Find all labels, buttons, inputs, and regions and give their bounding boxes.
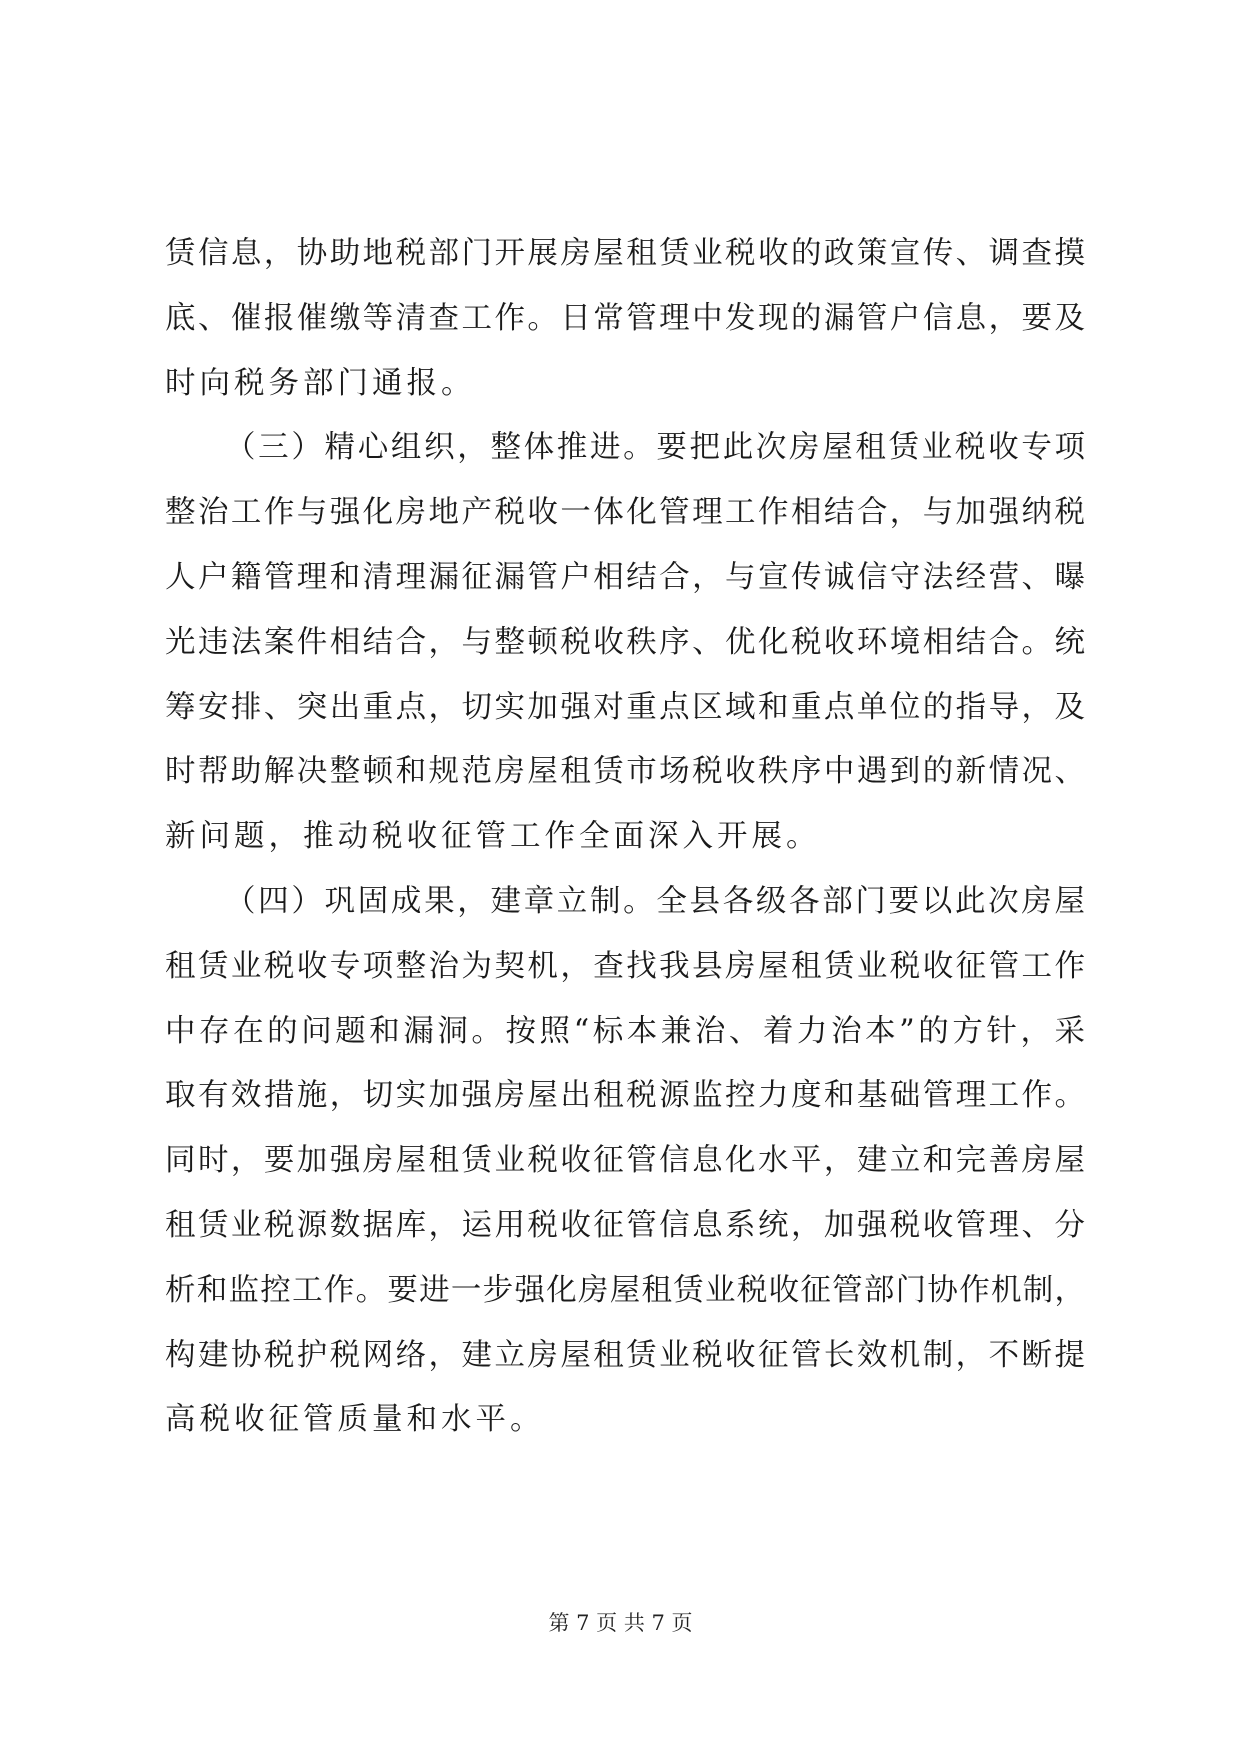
paragraph-2-line-1: （三）精心组织，整体推进。要把此次房屋租赁业税收专项 <box>225 430 1085 466</box>
paragraph-3-line-9: 高税收征管质量和水平。 <box>165 1402 545 1438</box>
paragraph-2-line-7: 新问题，推动税收征管工作全面深入开展。 <box>165 819 821 855</box>
paragraph-3-line-2: 租赁业税收专项整治为契机，查找我县房屋租赁业税收征管工作 <box>165 948 1085 984</box>
paragraph-3-line-7: 析和监控工作。要进一步强化房屋租赁业税收征管部门协作机制， <box>165 1272 1085 1308</box>
paragraph-3-line-1: （四）巩固成果，建章立制。全县各级各部门要以此次房屋 <box>225 883 1085 919</box>
paragraph-3-line-6: 租赁业税源数据库，运用税收征管信息系统，加强税收管理、分 <box>165 1207 1085 1243</box>
paragraph-2-line-4: 光违法案件相结合，与整顿税收秩序、优化税收环境相结合。统 <box>165 624 1085 660</box>
paragraph-3-line-3: 中存在的问题和漏洞。按照“标本兼治、着力治本”的方针，采 <box>165 1013 1085 1049</box>
paragraph-2-line-3: 人户籍管理和清理漏征漏管户相结合，与宣传诚信守法经营、曝 <box>165 559 1085 595</box>
paragraph-2-line-6: 时帮助解决整顿和规范房屋租赁市场税收秩序中遇到的新情况、 <box>165 754 1085 790</box>
paragraph-1-line-2: 底、催报催缴等清查工作。日常管理中发现的漏管户信息，要及 <box>165 300 1085 336</box>
paragraph-3-line-5: 同时，要加强房屋租赁业税收征管信息化水平，建立和完善房屋 <box>165 1143 1085 1179</box>
page-number-footer: 第 7 页 共 7 页 <box>548 1611 693 1635</box>
paragraph-1-line-1: 赁信息，协助地税部门开展房屋租赁业税收的政策宣传、调查摸 <box>165 236 1085 271</box>
paragraph-2-line-5: 筹安排、突出重点，切实加强对重点区域和重点单位的指导，及 <box>165 689 1085 725</box>
document-body <box>165 222 1085 1453</box>
paragraph-3-line-8: 构建协税护税网络，建立房屋租赁业税收征管长效机制，不断提 <box>165 1337 1085 1373</box>
paragraph-3-line-4: 取有效措施，切实加强房屋出租税源监控力度和基础管理工作。 <box>165 1078 1085 1114</box>
paragraph-2-line-2: 整治工作与强化房地产税收一体化管理工作相结合，与加强纳税 <box>165 495 1085 531</box>
paragraph-1-line-3: 时向税务部门通报。 <box>165 365 476 401</box>
